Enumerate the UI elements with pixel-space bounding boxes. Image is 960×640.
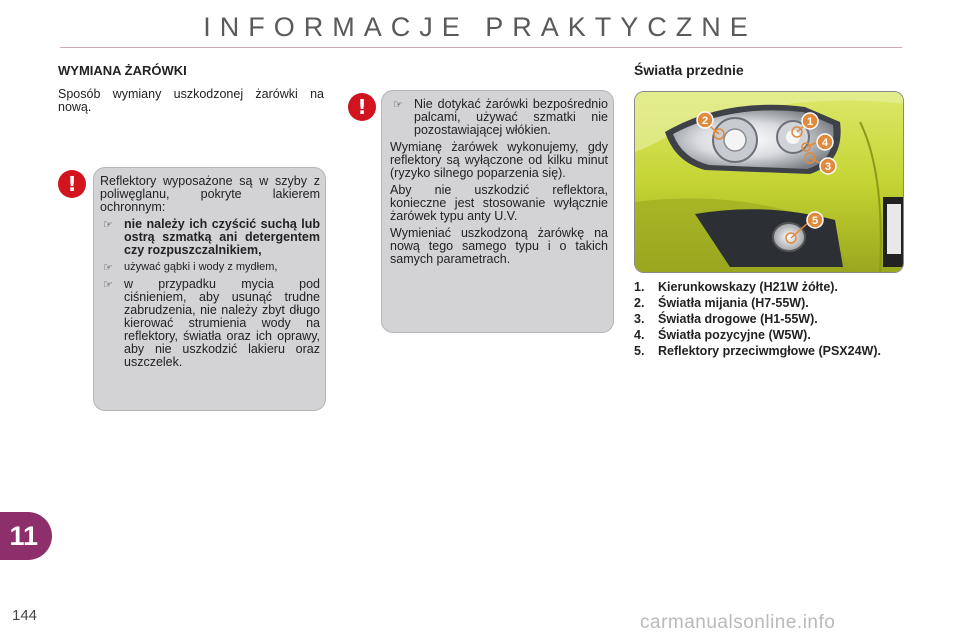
warning-box-bulb-handling: [381, 90, 614, 333]
pointing-hand-icon: ☞: [393, 98, 403, 111]
list-item: 4. Światła pozycyjne (W5W).: [634, 328, 811, 342]
warning-bullet: ☞ używać gąbki i wody z mydłem,: [103, 261, 278, 274]
warning-icon: !: [348, 93, 376, 121]
section-title: WYMIANA ŻARÓWKI: [58, 63, 187, 78]
callout-2: 2: [701, 115, 709, 127]
callout-4: 4: [821, 137, 829, 149]
pointing-hand-icon: ☞: [103, 261, 113, 274]
headlight-parts-list: [634, 281, 904, 361]
warning-icon: !: [58, 170, 86, 198]
warning-box-polycarbonate: [93, 167, 326, 411]
callout-5: 5: [811, 215, 819, 227]
list-item: 5. Reflektory przeciwmgłowe (PSX24W).: [634, 344, 881, 358]
callout-1: 1: [806, 116, 814, 128]
list-item: 2. Światła mijania (H7-55W).: [634, 296, 809, 310]
warning-box-text: Reflektory wyposażone są w szyby z poliwęglanu, pokryte lakierem ochronnym:: [100, 174, 320, 214]
header-divider: [60, 47, 902, 48]
chapter-tab: 11: [0, 512, 52, 560]
headlights-title: Światła przednie: [634, 62, 744, 78]
list-item: 3. Światła drogowe (H1-55W).: [634, 312, 818, 326]
warning-paragraph: Wymieniać uszkodzoną żarówkę na nową tego samego typu i o takich samych parametrach.: [390, 226, 608, 266]
watermark: carmanualsonline.info: [640, 612, 836, 633]
pointing-hand-icon: ☞: [103, 278, 113, 291]
list-item: 1. Kierunkowskazy (H21W żółte).: [634, 280, 838, 294]
callout-3: 3: [824, 161, 832, 173]
headlight-photo: [634, 91, 904, 273]
page-number: 144: [12, 607, 38, 624]
headlight-illustration: [635, 92, 904, 273]
pointing-hand-icon: ☞: [103, 218, 113, 231]
page-header-title: INFORMACJE PRAKTYCZNE: [203, 12, 757, 42]
section-intro: Sposób wymiany uszkodzonej żarówki na nową.: [58, 87, 324, 114]
warning-bullet: ☞ nie należy ich czyścić suchą lub ostrą szmatką ani detergentem czy rozpuszczalnikiem,: [103, 217, 320, 257]
warning-bullet: ☞ Nie dotykać żarówki bezpośrednio palcami, używać szmatki nie pozostawiającej włókien.: [393, 97, 608, 137]
warning-paragraph: Wymianę żarówek wykonujemy, gdy reflektory są wyłączone od kilku minut (ryzyko silnego poparzenia się).: [390, 140, 608, 180]
warning-bullet: ☞ w przypadku mycia pod ciśnieniem, aby usunąć trudne zabrudzenia, nie należy zbyt długo kierować strumienia wody na reflektory, światła oraz ich oprawy, aby nie uszkodzić lakieru oraz uszczelek.: [103, 277, 320, 369]
warning-paragraph: Aby nie uszkodzić reflektora, konieczne jest stosowanie wyłącznie żarówek typu anty U.V.: [390, 183, 608, 223]
